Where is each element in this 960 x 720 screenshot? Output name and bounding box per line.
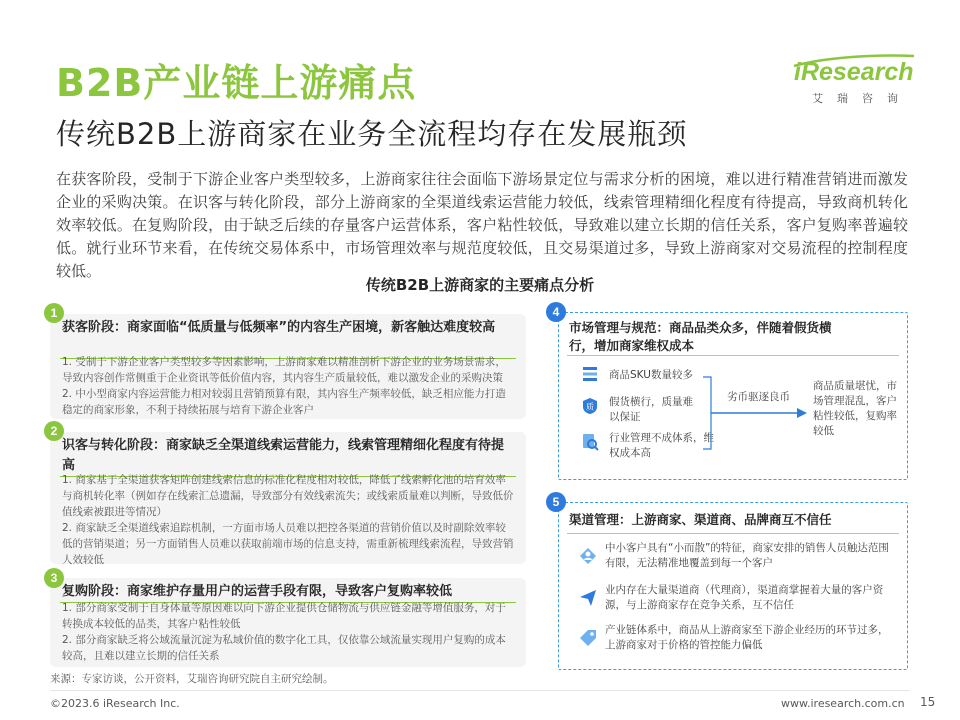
page-title: B2B产业链上游痛点 (56, 61, 417, 105)
channel-item-text: 产业链体系中，商品从上游商家至下游企业经历的环节过多，上游商家对于价格的管控能力偏低 (605, 624, 889, 651)
source-note: 来源：专家访谈，公开资料，艾瑞咨询研究院自主研究绘制。 (50, 673, 334, 685)
iresearch-logo (794, 52, 914, 112)
pain-point-card-repurchase (50, 578, 526, 667)
logo-wordmark: iResearch (794, 58, 914, 86)
pain-point-card-acquisition (50, 314, 526, 419)
card-heading: 获客阶段：商家面临“低质量与低频率”的内容生产困境，新客触达难度较高 (62, 320, 496, 335)
arrow-connector (701, 375, 811, 455)
step-number-badge: 4 (546, 302, 566, 322)
arrow-label: 劣币驱逐良币 (727, 391, 790, 403)
card-heading: 识客与转化阶段：商家缺乏全渠道线索运营能力，线索管理精细化程度有待提高 (62, 438, 505, 473)
channel-item-text: 中小客户具有“小而散”的特征，商家安排的销售人员触达范围有限，无法精准地覆盖到每一个客户 (605, 542, 889, 569)
divider (567, 533, 899, 534)
step-number-badge: 2 (44, 421, 64, 441)
pain-point-card-market-management (558, 312, 908, 480)
card-heading: 复购阶段：商家维护存量用户的运营手段有限，导致客户复购率较低 (62, 584, 453, 599)
channel-item-text: 业内存在大量渠道商（代理商），渠道商掌握着大量的客户资源，与上游商家存在竞争关系，互不信任 (605, 584, 884, 611)
svg-text:质: 质 (586, 402, 594, 412)
copyright: ©2023.6 iResearch Inc. (50, 697, 180, 710)
fake-goods-icon (581, 397, 599, 415)
step-number-badge: 3 (44, 568, 64, 588)
footer-url[interactable]: www.iresearch.com.cn (781, 697, 905, 710)
people-icon (579, 547, 597, 565)
pain-point-card-conversion (50, 432, 526, 564)
card-body: 1. 商家基于全渠道获客矩阵创建线索信息的标准化程度相对较低，降低了线索孵化池的培育效率与商机转化率（例如存在线索汇总遗漏，导致部分有效线索流失；或线索质量难以判断，导致低价值线索被跟进等情况） 2. 商家缺乏全渠道线索追踪机制，一方面市场人员难以把控各渠道的营销价值以及时副除效率较低的营销渠道；另一方面销售人员难以获取前端市场的信息支持，需重新梳理线索流程，导致营销人效较低 (62, 474, 514, 566)
price-tag-icon (579, 629, 597, 647)
card-heading: 市场管理与规范：商品品类众多，伴随着假货横行，增加商家维权成本 (569, 320, 832, 353)
footer-divider (50, 690, 910, 691)
list-icon (581, 365, 599, 383)
step-number-badge: 1 (44, 303, 64, 323)
market-result-text: 商品质量堪忧，市场管理混乱，客户粘性较低，复购率较低 (813, 380, 897, 437)
intro-paragraph: 在获客阶段，受制于下游企业客户类型较多，上游商家往往会面临下游场景定位与需求分析的困境，难以进行精准营销进而激发企业的采购决策。在识客与转化阶段，部分上游商家的全渠道线索运营能力较低，线索管理精细化程度有待提高，导致商机转化效率较低。在复购阶段，由于缺乏后续的存量客户运营体系，客户粘性较低，导致难以建立长期的信任关系，客户复购率普遍较低。就行业环节来看，在传统交易体系中，市场管理效率与规范度较低，且交易渠道过多，导致上游商家对交易流程的控制程度较低。 (56, 170, 908, 280)
card-heading: 渠道管理：上游商家、渠道商、品牌商互不信任 (569, 512, 832, 527)
send-icon (579, 589, 597, 607)
step-number-badge: 5 (546, 492, 566, 512)
market-item-text: 假货横行，质量难以保证 (609, 396, 693, 423)
card-body: 1. 受制于下游企业客户类型较多等因素影响，上游商家难以精准剖析下游企业的业务场景需求，导致内容创作常侧重于企业资讯等低价值内容，其内容生产质量较低，难以激发企业的采购决策 2. 中小型商家内容运营能力相对较弱且营销预算有限，其内容生产频率较低，缺乏相应能力打造稳定的商家形象，不利于持续拓展与培育下游企业客户 (62, 356, 506, 416)
market-item-text: 商品SKU数量较多 (609, 369, 693, 381)
search-doc-icon (581, 433, 599, 451)
card-body: 1. 部分商家受制于自身体量等原因难以向下游企业提供仓储物流与供应链金融等增值服务，对于转换成本较低的品类，其客户粘性较低 2. 部分商家缺乏将公域流量沉淀为私域价值的数字化工具，仅依靠公域流量实现用户复购的成本较高，且难以建立长期的信任关系 (62, 602, 506, 662)
logo-chinese: 艾瑞咨询 (812, 92, 912, 105)
section-title: 传统B2B上游商家的主要痛点分析 (365, 276, 595, 294)
pain-point-card-channel-management (558, 502, 908, 670)
market-item-text: 行业管理不成体系，维权成本高 (609, 432, 714, 459)
divider (567, 355, 899, 356)
page-subtitle: 传统B2B上游商家在业务全流程均存在发展瓶颈 (56, 117, 688, 151)
page-number: 15 (920, 695, 936, 709)
